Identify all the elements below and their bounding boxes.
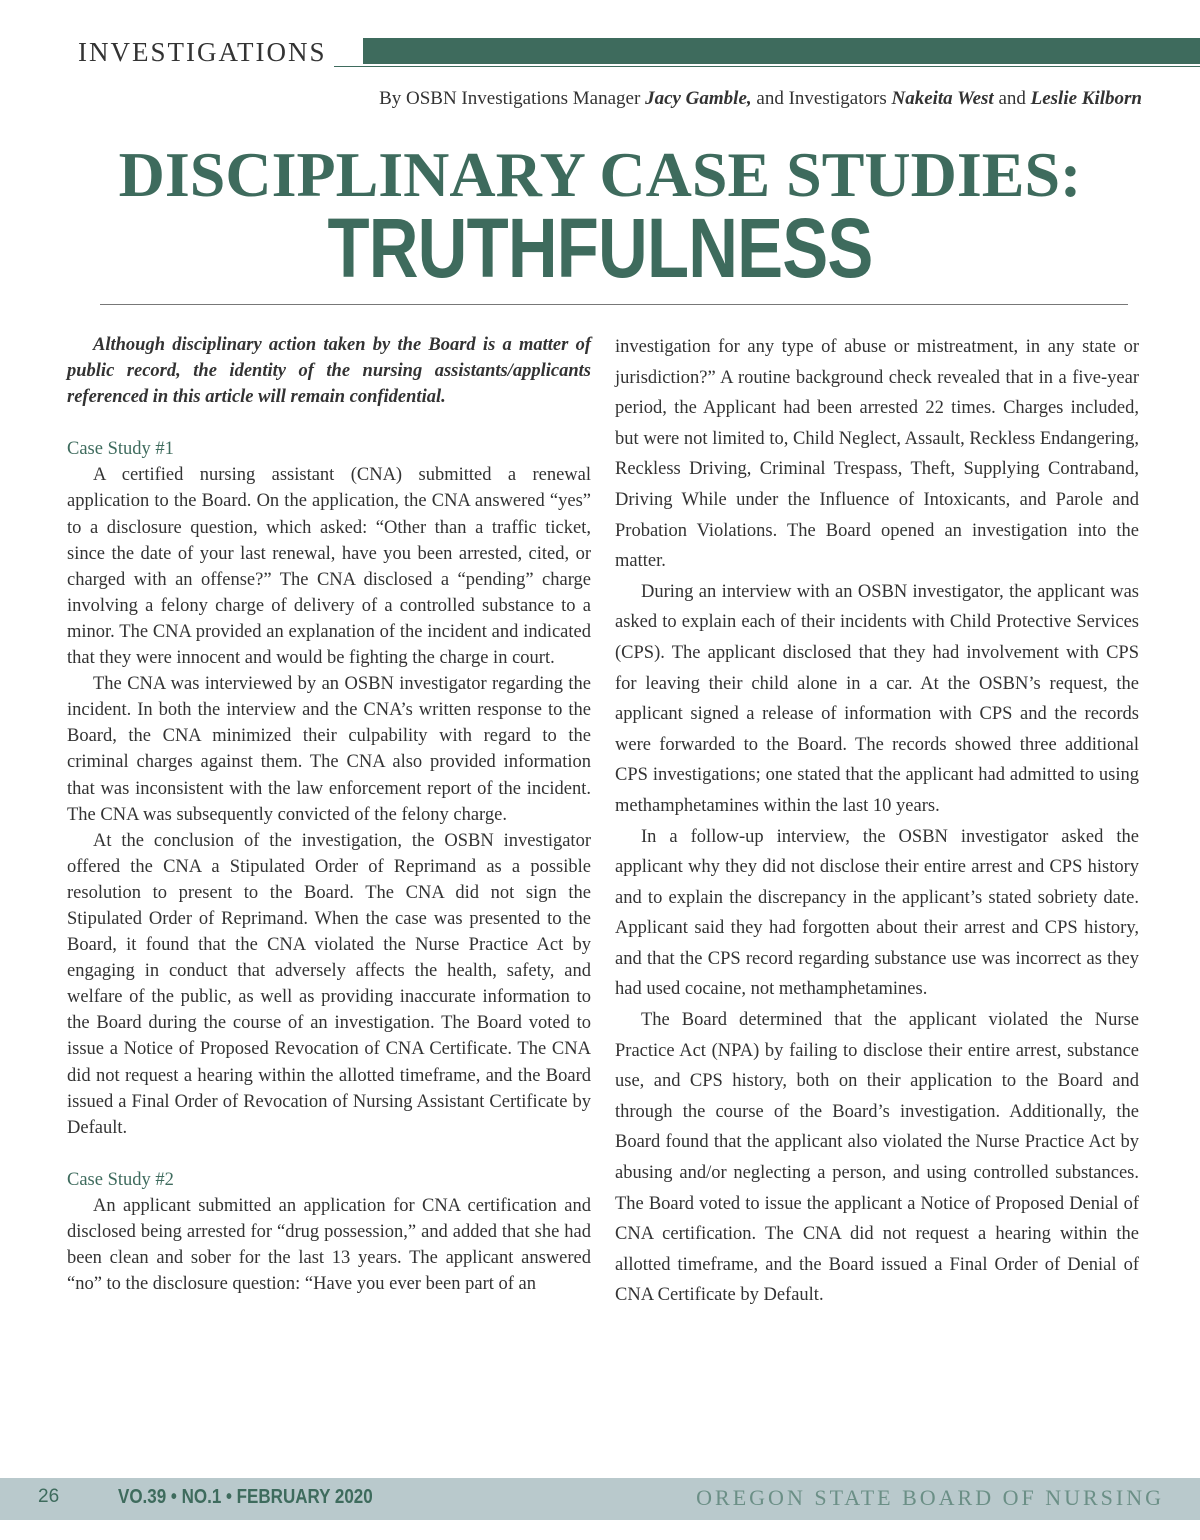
section-rule-bar: [363, 38, 1200, 64]
page-number: 26: [38, 1486, 60, 1507]
case-1-heading: Case Study #1: [67, 439, 174, 460]
case-2-paragraph: The Board determined that the applicant violated the Nurse Practice Act (NPA) by failing to disclose their entire arrest, substance use, and CPS history, both on their application to the Board and through the course of the Board’s investigation. Additionally, the Board found that the applicant also violated the Nurse Practice Act by abusing and/or neglecting a person, and using controlled substances. The Board voted to issue the applicant a Notice of Proposed Denial of CNA certification. The CNA did not request a hearing within the allotted timeframe, and the Board issued a Final Order of Denial of CNA Certificate by Default.: [615, 1010, 1139, 1306]
title-divider: [100, 304, 1128, 305]
section-label: INVESTIGATIONS: [78, 36, 334, 68]
case-2-paragraph: During an interview with an OSBN investigator, the applicant was asked to explain each of their incidents with Child Protective Services (CPS). The applicant disclosed that they had involvement with CPS for leaving their child alone in a car. At the OSBN’s request, the applicant signed a release of information with CPS and the records were forwarded to the Board. The records showed three additional CPS investigations; one stated that the applicant had admitted to using methamphetamines within the last 10 years.: [615, 581, 1139, 816]
section-header: [78, 36, 1200, 68]
byline-and: and: [993, 88, 1031, 109]
organization-name: OREGON STATE BOARD OF NURSING: [696, 1485, 1164, 1510]
case-2-paragraph: An applicant submitted an application for CNA certification and disclosed being arrested for “drug possession,” and added that she had been clean and sober for the last 13 years. The applicant answered “no” to the disclosure question: “Have you ever been part of an: [67, 1195, 591, 1295]
byline: [379, 88, 1142, 110]
intro-paragraph: Although disciplinary action taken by the Board is a matter of public record, the identity of the nursing assistants/applicants referenced in this article will remain confidential.: [67, 335, 591, 408]
byline-author-1: Jacy Gamble,: [645, 88, 752, 109]
case-1-paragraph: A certified nursing assistant (CNA) submitted a renewal application to the Board. On the application, the CNA answered “yes” to a disclosure question, which asked: “Other than a traffic ticket, since the date of your last renewal, have you been arrested, cited, or charged with an offense?” The CNA disclosed a “pending” charge involving a felony charge of delivery of a controlled substance to a minor. The CNA provided an explanation of the incident and indicated that they were innocent and would be fighting the charge in court.: [67, 465, 591, 669]
case-2-paragraph-continued: investigation for any type of abuse or mistreatment, in any state or jurisdiction?” A routine background check revealed that in a five-year period, the Applicant had been arrested 22 times. Charges included, but were not limited to, Child Neglect, Assault, Reckless Endangering, Reckless Driving, Criminal Trespass, Theft, Supplying Contraband, Driving While under the Influence of Intoxicants, and Parole and Probation Violations. The Board opened an investigation into the matter.: [615, 337, 1139, 572]
byline-author-2: Nakeita West: [891, 88, 994, 109]
case-1-paragraph: The CNA was interviewed by an OSBN investigator regarding the incident. In both the interview and the CNA’s written response to the Board, the CNA minimized their culpability with regard to the criminal charges against them. The CNA also provided information that was inconsistent with the law enforcement report of the incident. The CNA was subsequently convicted of the felony charge.: [67, 674, 591, 825]
issue-info: VO.39 • NO.1 • FEBRUARY 2020: [118, 1486, 373, 1508]
case-1-paragraph: At the conclusion of the investigation, the OSBN investigator offered the CNA a Stipulated Order of Reprimand as a possible resolution to present to the Board. The CNA did not sign the Stipulated Order of Reprimand. When the case was presented to the Board, it found that the CNA violated the Nurse Practice Act by engaging in conduct that adversely affects the health, safety, and welfare of the public, as well as providing inaccurate information to the Board during the course of an investigation. The Board voted to issue a Notice of Proposed Revocation of CNA Certificate. The CNA did not request a hearing within the allotted timeframe, and the Board issued a Final Order of Revocation of Nursing Assistant Certificate by Default.: [67, 830, 591, 1138]
column-left: [67, 332, 591, 1297]
byline-middle: and Investigators: [751, 88, 892, 109]
article-title: DISCIPLINARY CASE STUDIES:: [118, 139, 1082, 210]
column-right: [615, 332, 1139, 1311]
byline-author-3: Leslie Kilborn: [1030, 88, 1142, 109]
byline-prefix: By OSBN Investigations Manager: [379, 88, 646, 109]
page-footer: [0, 1478, 1200, 1520]
case-2-paragraph: In a follow-up interview, the OSBN investigator asked the applicant why they did not disclose their entire arrest and CPS history and to explain the discrepancy in the applicant’s stated sobriety date. Applicant said they had forgotten about their arrest and CPS history, and that the CPS record regarding substance use was incorrect as they had used cocaine, not methamphetamines.: [615, 826, 1139, 1000]
article-subtitle: TRUTHFULNESS: [327, 201, 873, 295]
case-2-heading: Case Study #2: [67, 1169, 174, 1190]
